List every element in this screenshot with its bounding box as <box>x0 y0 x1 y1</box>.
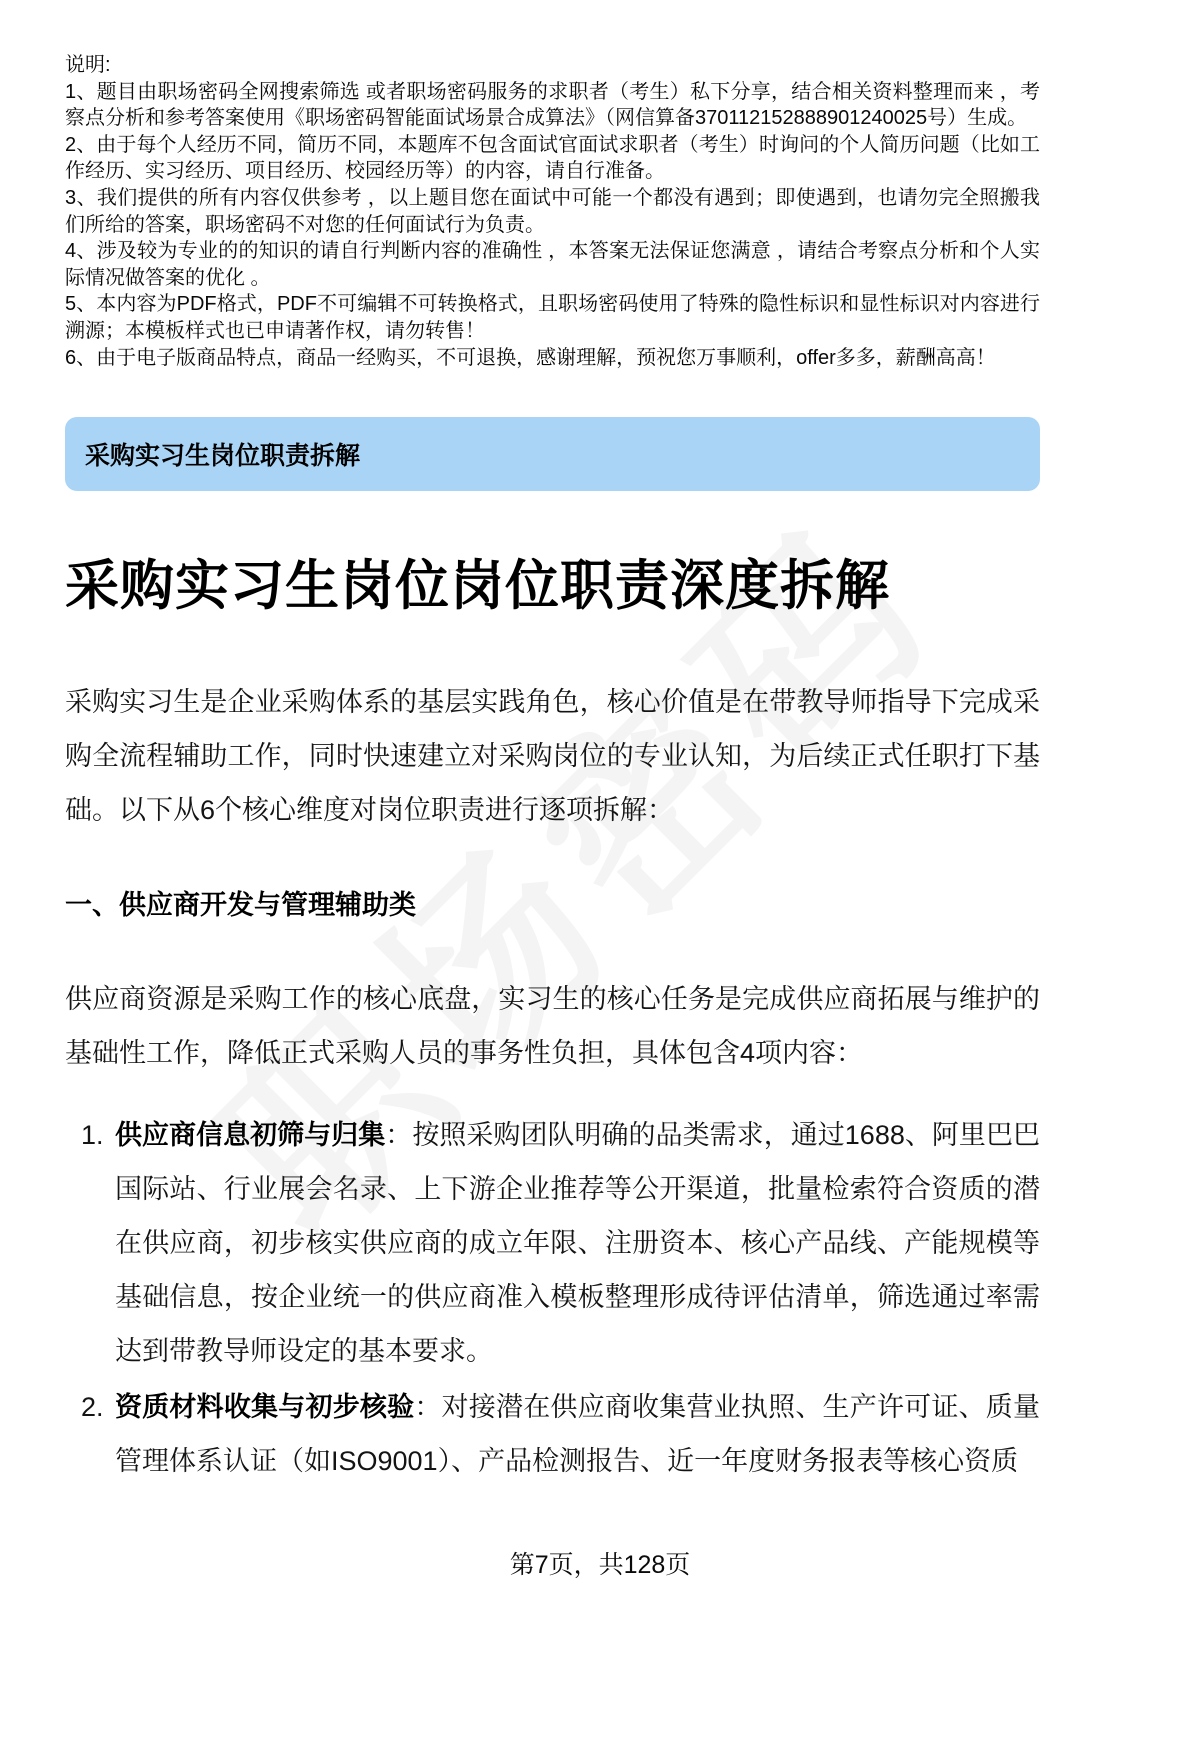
disclaimer-item: 3、我们提供的所有内容仅供参考 ，以上题目您在面试中可能一个都没有遇到；即使遇到，也请勿完全照搬我们所给的答案，职场密码不对您的任何面试行为负责。 <box>65 186 1040 236</box>
article-title: 采购实习生岗位岗位职责深度拆解 <box>65 556 890 617</box>
section-banner-label: 采购实习生岗位职责拆解 <box>85 442 361 471</box>
section-intro: 供应商资源是采购工作的核心底盘，实习生的核心任务是完成供应商拓展与维护的基础性工作，降低正式采购人员的事务性负担，具体包含4项内容： <box>65 984 1040 1069</box>
list-item-lead: 供应商信息初筛与归集 <box>115 1120 386 1151</box>
list-item-number: 1. <box>81 1120 104 1151</box>
section-banner <box>65 417 1040 491</box>
list-item <box>65 1108 1040 1378</box>
list-item-text: ：对接潜在供应商收集营业执照、生产许可证、质量管理体系认证（如ISO9001）、产品检测报告、近一年度财务报表等核心资质 <box>115 1392 1041 1477</box>
disclaimer-title: 说明: <box>65 54 111 76</box>
list-item-lead: 资质材料收集与初步核验 <box>115 1392 415 1423</box>
disclaimer-item: 2、由于每个人经历不同，简历不同，本题库不包含面试官面试求职者（考生）时询问的个人简历问题（比如工作经历、实习经历、项目经历、校园经历等）的内容，请自行准备。 <box>65 133 1040 183</box>
list-item <box>65 1380 1040 1488</box>
disclaimer-item: 4、涉及较为专业的的知识的请自行判断内容的准确性 ，本答案无法保证您满意 ，请结合考察点分析和个人实际情况做答案的优化 。 <box>65 240 1040 289</box>
section-heading: 一、供应商开发与管理辅助类 <box>65 890 416 921</box>
article-intro: 采购实习生是企业采购体系的基层实践角色，核心价值是在带教导师指导下完成采购全流程辅助工作，同时快速建立对采购岗位的专业认知，为后续正式任职打下基础。以下从6个核心维度对岗位职责进行逐项拆解： <box>65 687 1040 826</box>
list-item-text: ：按照采购团队明确的品类需求，通过1688、阿里巴巴国际站、行业展会名录、上下游企业推荐等公开渠道，批量检索符合资质的潜在供应商，初步核实供应商的成立年限、注册资本、核心产品线、产能规模等基础信息，按企业统一的供应商准入模板整理形成待评估清单，筛选通过率需达到带教导师设定的基本要求。 <box>115 1120 1040 1367</box>
page-number: 第7页，共128页 <box>509 1551 691 1579</box>
disclaimer-item: 1、题目由职场密码全网搜索筛选 或者职场密码服务的求职者（考生）私下分享，结合相关资料整理而来 ，考察点分析和参考答案使用《职场密码智能面试场景合成算法》（网信算备370112152888901240025号）生成。 <box>65 80 1040 130</box>
disclaimer-item: 5、本内容为PDF格式，PDF不可编辑不可转换格式，且职场密码使用了特殊的隐性标识和显性标识对内容进行溯源；本模板样式也已申请著作权，请勿转售！ <box>65 293 1040 342</box>
disclaimer-block <box>65 52 1040 371</box>
disclaimer-item: 6、由于电子版商品特点，商品一经购买，不可退换，感谢理解，预祝您万事顺利，offer多多，薪酬高高！ <box>65 346 996 369</box>
list-item-number: 2. <box>81 1392 104 1423</box>
duty-list <box>65 1108 1040 1488</box>
